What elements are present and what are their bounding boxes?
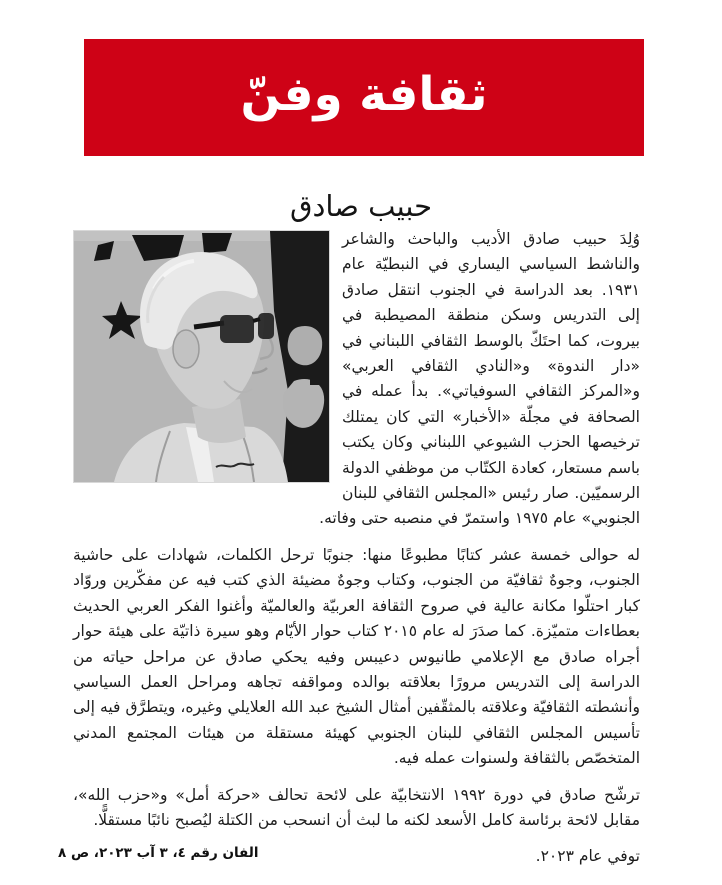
page-footer-citation: الفان رقم ٤، ٣ آب ٢٠٢٣، ص ٨ [58,845,259,861]
body-paragraph-1: وُلِدَ حبيب صادق الأديب والباحث والشاعر والناشط السياسي اليساري في النبطيّة عام ١٩٣١. بعد الدراسة في الجنوب انتقل صادق إلى التدريس وسكن منطقة المصيطبة في بيروت، كما احتَكّ بالوسط الثقافي اللبناني في «دار الندوة» و«النادي الثقافي العربي» و«المركز الثقافي السوفياتي». بدأ عمله في الصحافة في مجلّة «الأخبار» التي كان يمتلك ترخيصها الحزب الشيوعي اللبناني وكان يكتب باسم مستعار، كعادة الكتّاب من موظفي الدولة الرسميّين. صار رئيس «المجلس الثقافي للبنان الجنوبي» عام ١٩٧٥ واستمرّ في منصبه حتى وفاته. [319,230,640,528]
body-paragraph-4: توفي عام ٢٠٢٣. [535,847,640,866]
section-banner-title: ثقافة وفنّ [240,67,488,122]
portrait-photo [73,230,330,483]
article-body [73,227,640,881]
article-title: حبيب صادق [290,189,432,224]
section-banner [84,39,644,156]
portrait-photo-illustration [74,231,329,482]
body-paragraph-2: له حوالى خمسة عشر كتابًا مطبوعًا منها: جنوبًا ترحل الكلمات، شهادات على حاشية الجنوب، وجوهٌ ثقافيّة من الجنوب، وكتاب وجوهٌ مضيئة الذي كتب فيه عن مفكّرين وروّاد كبار احتلّوا مكانة عالية في صروح الثقافة العربيّة والعالميّة وأغنوا الفكر العربي الحديث بعطاءات متميّزة. كما صدَرَ له عام ٢٠١٥ كتاب حوار الأيّام وهو سيرة ذاتيّة على هيئة حوار أجراه صادق مع الإعلامي طانيوس دعيبس وفيه يحكي صادق عن مراحل حياته من الدراسة إلى التدريس مرورًا بعلاقته بوالده ومواقفه تجاهه ومراحل العمل السياسي وأنشطته الثقافيّة وعلاقته بالمثقّفين أمثال الشيخ عبد الله العلايلي وغيره، ويتطرَّق فيه إلى تأسيس المجلس الثقافي للبنان الجنوبي كهيئة مستقلة من هيئات المجتمع المدني المتخصّص بالثقافة ولسنوات عمله فيه. [73,545,640,768]
body-paragraph-3: ترشّح صادق في دورة ١٩٩٢ الانتخابيّة على لائحة تحالف «حركة أمل» و«حزب الله»، مقابل لائحة برئاسة كامل الأسعد لكنه ما لبث أن انسحب من الكتلة ليُصبح نائبًا مستقلًّا. [73,785,641,829]
